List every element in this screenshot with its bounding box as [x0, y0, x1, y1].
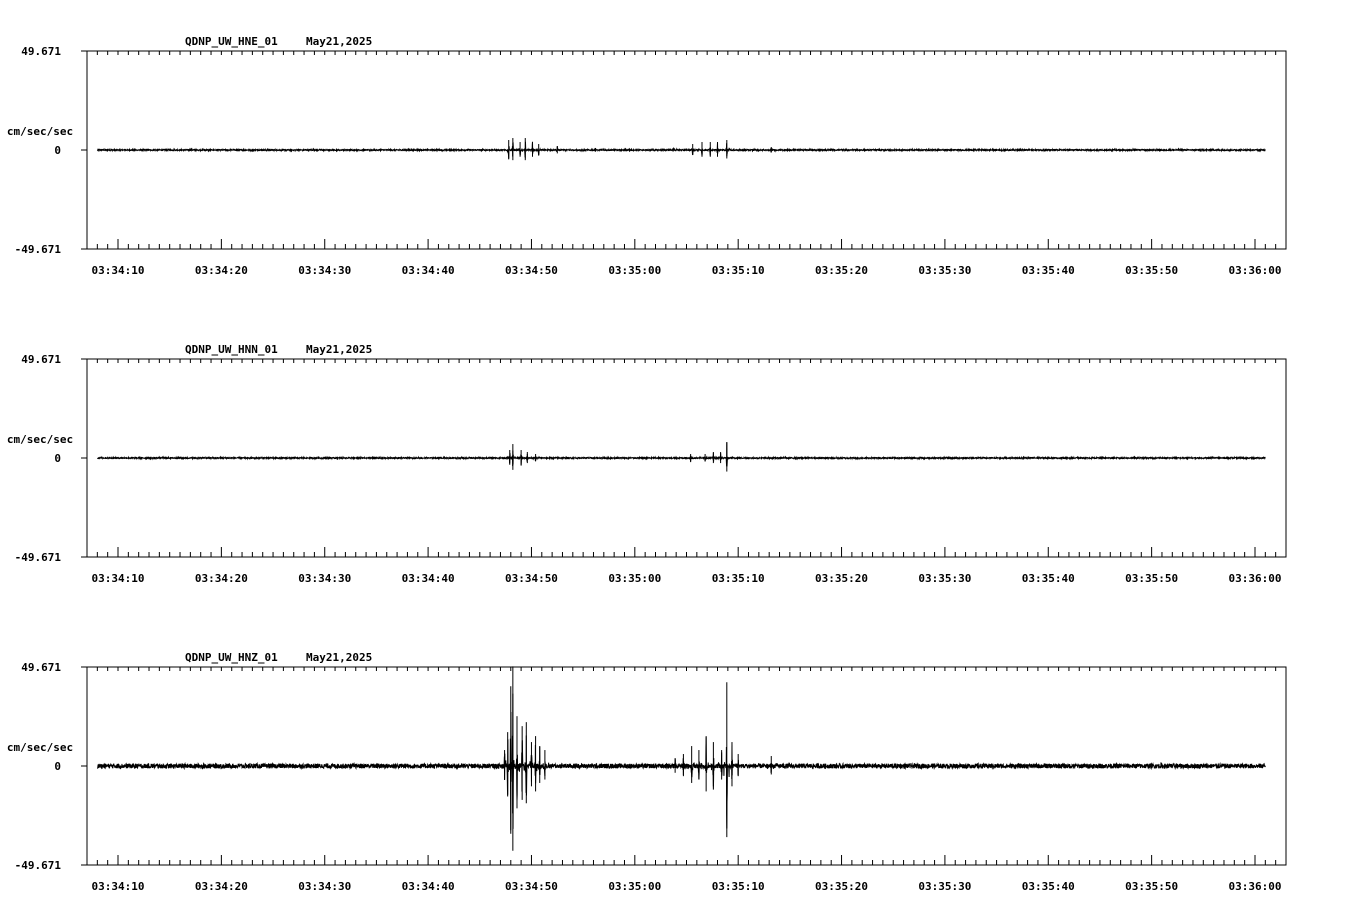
x-tick-label: 03:34:40	[401, 572, 455, 585]
x-tick-label: 03:35:30	[918, 264, 972, 277]
x-tick-label: 03:35:00	[608, 572, 662, 585]
x-tick-label: 03:35:50	[1125, 264, 1179, 277]
x-tick-label: 03:35:50	[1125, 880, 1179, 893]
x-tick-label: 03:34:20	[194, 572, 248, 585]
x-tick-label: 03:35:20	[815, 264, 869, 277]
x-tick-label: 03:34:10	[91, 572, 145, 585]
x-tick-label: 03:34:10	[91, 264, 145, 277]
y-tick-label-zero: 0	[54, 144, 61, 157]
x-tick-label: 03:34:50	[504, 572, 558, 585]
x-tick-label: 03:35:20	[815, 572, 869, 585]
x-tick-label: 03:34:40	[401, 264, 455, 277]
x-tick-label: 03:35:40	[1021, 880, 1075, 893]
x-tick-label: 03:34:20	[194, 264, 248, 277]
waveform-trace	[97, 442, 1265, 466]
y-tick-label-max: 49.671	[21, 661, 61, 674]
x-tick-label: 03:34:30	[298, 264, 352, 277]
x-tick-label: 03:35:20	[815, 880, 869, 893]
y-axis-label: cm/sec/sec	[6, 433, 74, 446]
x-tick-label: 03:34:40	[401, 880, 455, 893]
x-tick-label: 03:35:00	[608, 880, 662, 893]
x-tick-label: 03:35:00	[608, 264, 662, 277]
x-tick-label: 03:35:50	[1125, 572, 1179, 585]
y-tick-label-zero: 0	[54, 760, 61, 773]
y-tick-label-min: -49.671	[14, 243, 61, 256]
x-tick-label: 03:34:30	[298, 880, 352, 893]
x-tick-label: 03:34:10	[91, 880, 145, 893]
x-tick-label: 03:35:10	[711, 572, 765, 585]
y-tick-label-min: -49.671	[14, 859, 61, 872]
x-tick-label: 03:35:40	[1021, 264, 1075, 277]
x-tick-label: 03:36:00	[1228, 572, 1282, 585]
x-tick-label: 03:35:10	[711, 264, 765, 277]
record-date: May21,2025	[306, 651, 373, 664]
y-axis-label: cm/sec/sec	[6, 125, 74, 138]
x-tick-label: 03:34:50	[504, 880, 558, 893]
y-tick-label-min: -49.671	[14, 551, 61, 564]
trace-panel-2	[7, 343, 1286, 585]
x-tick-label: 03:34:50	[504, 264, 558, 277]
y-tick-label-max: 49.671	[21, 45, 61, 58]
x-tick-label: 03:36:00	[1228, 264, 1282, 277]
x-tick-label: 03:35:30	[918, 880, 972, 893]
x-tick-label: 03:35:40	[1021, 572, 1075, 585]
x-tick-label: 03:34:20	[194, 880, 248, 893]
station-title: QDNP_UW_HNE_01	[185, 35, 278, 48]
record-date: May21,2025	[306, 35, 373, 48]
station-title: QDNP_UW_HNN_01	[185, 343, 278, 356]
record-date: May21,2025	[306, 343, 373, 356]
x-tick-label: 03:34:30	[298, 572, 352, 585]
trace-panel-3	[7, 651, 1286, 893]
waveform-trace	[97, 694, 1265, 831]
trace-panel-1	[7, 35, 1286, 277]
x-tick-label: 03:36:00	[1228, 880, 1282, 893]
y-tick-label-max: 49.671	[21, 353, 61, 366]
x-tick-label: 03:35:10	[711, 880, 765, 893]
y-tick-label-zero: 0	[54, 452, 61, 465]
x-tick-label: 03:35:30	[918, 572, 972, 585]
y-axis-label: cm/sec/sec	[6, 741, 74, 754]
station-title: QDNP_UW_HNZ_01	[185, 651, 278, 664]
waveform-trace	[97, 142, 1265, 160]
